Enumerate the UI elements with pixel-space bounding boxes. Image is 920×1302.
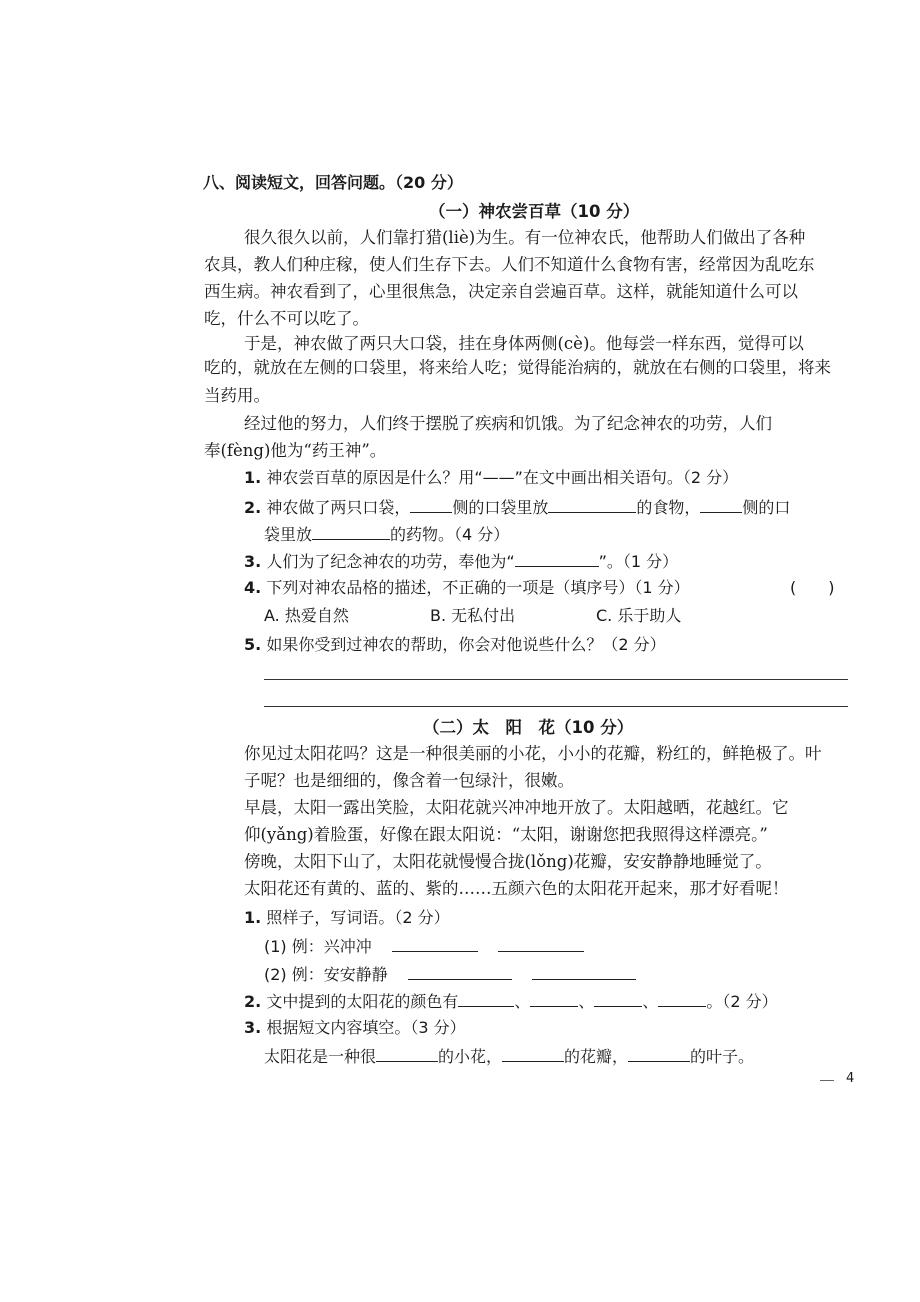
passage1-line: 西生病。神农看到了，心里很焦急，决定亲自尝遍百草。这样，就能知道什么可以 (204, 282, 798, 301)
question-number: 2. (244, 498, 262, 517)
answer-blank[interactable] (628, 1045, 690, 1062)
passage2-title: （二）太 阳 花（10 分） (423, 718, 634, 737)
page-number: 4 (846, 1071, 855, 1086)
option-b: B. 无私付出 (430, 606, 516, 625)
p1-question-2 (244, 496, 790, 519)
p2-question-3 (244, 1017, 466, 1039)
question-text: 如果你受到过神农的帮助，你会对他说些什么？（2 分） (266, 635, 666, 654)
answer-blank[interactable] (502, 1045, 564, 1062)
question-text: 侧的口袋里放 (452, 498, 549, 517)
passage2-line: 太阳花还有黄的、蓝的、紫的……五颜六色的太阳花开起来，那才好看呢！ (244, 879, 789, 898)
passage1-line: 奉(fèng)他为“药王神”。 (204, 441, 387, 460)
separator: 、 (578, 992, 595, 1011)
passage1-line: 经过他的努力，人们终于摆脱了疾病和饥饿。为了纪念神农的功劳，人们 (244, 414, 772, 433)
answer-blank[interactable] (408, 963, 512, 980)
question-text: 。（2 分） (706, 992, 778, 1011)
question-text: 袋里放 (264, 525, 313, 544)
p2-example-2 (264, 963, 636, 986)
question-number: 4. (244, 578, 262, 597)
question-text: 的小花， (438, 1047, 503, 1066)
p1-question-1 (244, 467, 738, 489)
question-text: 的叶子。 (690, 1047, 755, 1066)
question-text: ”。（1 分） (598, 552, 679, 571)
p2-question-2 (244, 990, 778, 1013)
answer-blank[interactable] (594, 990, 642, 1007)
answer-blank[interactable] (700, 496, 742, 513)
question-number: 1. (244, 468, 262, 487)
separator: 、 (514, 992, 531, 1011)
answer-blank[interactable] (498, 935, 584, 952)
question-text: 侧的口 (742, 498, 791, 517)
answer-line[interactable] (264, 679, 848, 680)
question-number: 5. (244, 635, 262, 654)
p2-question-3-fill (264, 1045, 754, 1068)
answer-blank[interactable] (392, 935, 478, 952)
question-number: 2. (244, 992, 262, 1011)
question-text: 神农尝百草的原因是什么？用“——”在文中画出相关语句。（2 分） (266, 468, 739, 487)
passage1-title: （一）神农尝百草（10 分） (429, 202, 640, 221)
answer-blank[interactable] (658, 990, 706, 1007)
question-text: 神农做了两只口袋， (266, 498, 411, 517)
passage1-line: 农具，教人们种庄稼，使人们生存下去。人们不知道什么食物有害，经常因为乱吃东 (204, 255, 815, 274)
answer-blank[interactable] (376, 1045, 438, 1062)
option-a: A. 热爱自然 (264, 606, 349, 625)
question-text: 的食物， (636, 498, 701, 517)
answer-blank[interactable] (312, 523, 390, 540)
p1-question-2-cont (264, 523, 509, 546)
passage1-line: 很久很久以前，人们靠打猎(liè)为生。有一位神农氏，他帮助人们做出了各种 (244, 228, 806, 247)
section-heading: 八、阅读短文，回答问题。（20 分） (203, 173, 463, 192)
p1-question-3 (244, 550, 678, 573)
option-c: C. 乐于助人 (596, 606, 682, 625)
passage2-line: 傍晚，太阳下山了，太阳花就慢慢合拢(lǒng)花瓣，安安静静地睡觉了。 (244, 852, 772, 871)
passage1-line: 于是，神农做了两只大口袋，挂在身体两侧(cè)。他每尝一样东西，觉得可以 (244, 334, 804, 353)
answer-blank[interactable] (458, 990, 514, 1007)
example-label: (2) 例：安安静静 (264, 965, 388, 984)
passage1-line: 吃，什么不可以吃了。 (204, 309, 369, 328)
answer-line[interactable] (264, 706, 848, 707)
question-text: 照样子，写词语。（2 分） (266, 908, 450, 927)
question-number: 3. (244, 1018, 262, 1037)
answer-blank[interactable] (548, 496, 636, 513)
question-number: 3. (244, 552, 262, 571)
answer-blank[interactable] (530, 990, 578, 1007)
question-text: 太阳花是一种很 (264, 1047, 377, 1066)
question-text: 的药物。（4 分） (390, 525, 510, 544)
question-text: 的花瓣， (564, 1047, 629, 1066)
question-number: 1. (244, 908, 262, 927)
p2-example-1 (264, 935, 584, 958)
answer-blank[interactable] (515, 550, 599, 567)
question-text: 根据短文内容填空。（3 分） (266, 1018, 466, 1037)
passage2-line: 子呢？也是细细的，像含着一包绿汁，很嫩。 (244, 771, 574, 790)
p2-question-1 (244, 907, 450, 929)
p1-question-5 (244, 634, 666, 656)
page-number-dash (820, 1080, 834, 1081)
answer-parentheses[interactable]: ( ) (790, 578, 835, 597)
separator: 、 (642, 992, 659, 1011)
passage2-line: 早晨，太阳一露出笑脸，太阳花就兴冲冲地开放了。太阳越晒，花越红。它 (244, 798, 789, 817)
passage1-line: 吃的，就放在左侧的口袋里，将来给人吃；觉得能治病的，就放在右侧的口袋里，将来 (204, 358, 831, 377)
answer-blank[interactable] (410, 496, 452, 513)
passage1-line: 当药用。 (204, 386, 270, 405)
example-label: (1) 例：兴冲冲 (264, 937, 372, 956)
passage2-line: 你见过太阳花吗？这是一种很美丽的小花，小小的花瓣，粉红的，鲜艳极了。叶 (244, 744, 822, 763)
question-text: 下列对神农品格的描述，不正确的一项是（填序号）（1 分） (266, 578, 690, 597)
passage2-line: 仰(yǎng)着脸蛋，好像在跟太阳说：“太阳，谢谢您把我照得这样漂亮。” (244, 825, 768, 844)
question-text: 文中提到的太阳花的颜色有 (266, 992, 459, 1011)
question-text: 人们为了纪念神农的功劳，奉他为“ (266, 552, 515, 571)
answer-blank[interactable] (532, 963, 636, 980)
p1-question-4 (244, 577, 690, 599)
